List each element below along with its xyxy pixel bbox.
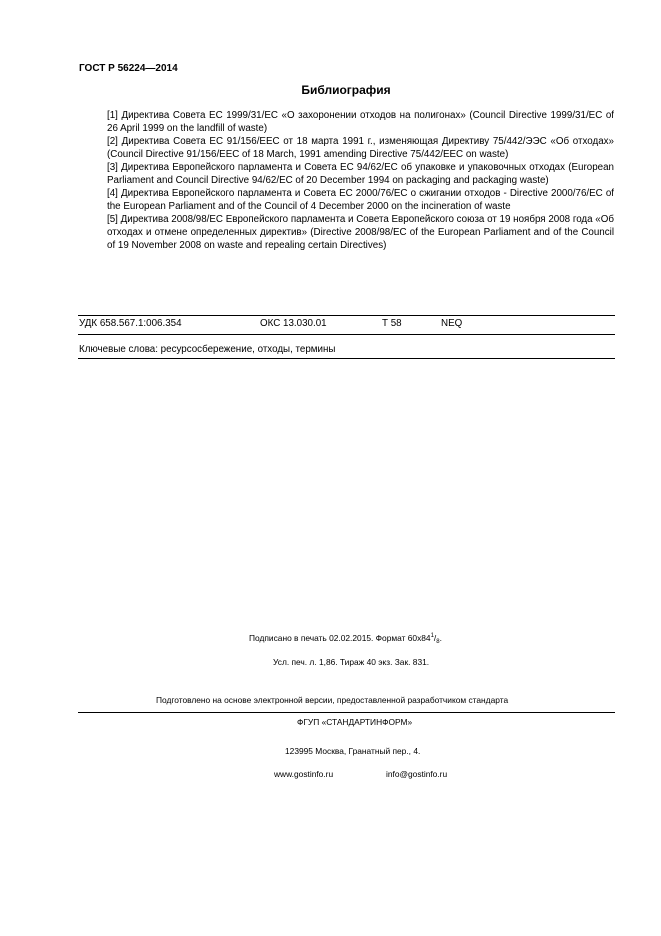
signed-text: Подписано в печать 02.02.2015. Формат 60x84 [249,633,431,643]
publisher: ФГУП «СТАНДАРТИНФОРМ» [297,717,413,727]
divider-middle [78,334,615,335]
format-numerator: 1 [430,633,434,639]
classification-row [79,318,615,331]
neq-label: NEQ [441,318,463,329]
bibliography-list [107,109,614,252]
publisher-address: 123995 Москва, Гранатный пер., 4. [285,746,421,756]
format-suffix: . [439,633,442,643]
t-code: Т 58 [382,318,402,329]
divider-bottom [78,358,615,359]
prepared-note: Подготовлено на основе электронной версии, предоставленной разработчиком стандарта [156,695,509,705]
document-id: ГОСТ Р 56224—2014 [79,63,178,74]
bibliography-item: [4] Директива Европейского парламента и Совета ЕС 2000/76/ЕС о сжигании отходов - Directive 2000/76/ЕС of the European Parliament and of the Council of 4 December 2000 on the incineration of waste [107,188,614,212]
udk-code: УДК 658.567.1:006.354 [79,318,182,329]
divider-top [78,315,615,316]
bibliography-item: [3] Директива Европейского парламента и Совета ЕС 94/62/ЕС об упаковке и упаковочных отходах (European Parliament and Council Directive 94/62/ЕС of 20 December 1994 on packaging and packaging waste) [107,162,614,186]
bibliography-item: [5] Директива 2008/98/ЕС Европейского парламента и Совета Европейского союза от 19 ноября 2008 года «Об отходах и отмене определенных директив» (Directive 2008/98/ЕС of the European Parliament and of the Council of 19 November 2008 on waste and repealing certain Directives) [107,214,614,251]
oks-code: ОКС 13.030.01 [260,318,327,329]
print-info: Усл. печ. л. 1,86. Тираж 40 экз. Зак. 831. [273,657,430,667]
website-link[interactable]: www.gostinfo.ru [274,769,334,779]
format-denominator: 8 [436,639,440,645]
signed-line: Подписано в печать 02.02.2015. Формат $60x84^1/_8$. [249,633,442,645]
bibliography-item: [1] Директива Совета ЕС 1999/31/ЕС «О захоронении отходов на полигонах» (Council Directive 1999/31/ЕС of 26 April 1999 on the landfill of waste) [107,110,614,134]
divider-imprint [78,712,615,713]
keywords-line: Ключевые слова: ресурсосбережение, отходы, термины [79,344,336,355]
bibliography-item: [2] Директива Совета ЕС 91/156/ЕЕС от 18 марта 1991 г., изменяющая Директиву 75/442/ЭЭС «Об отходах» (Council Directive 91/156/ЕЕС of 18 March, 1991 amending Directive 75/442/ЕЕС on waste) [107,136,614,160]
email-link[interactable]: info@gostinfo.ru [386,769,448,779]
bibliography-title: Библиография [301,83,391,97]
